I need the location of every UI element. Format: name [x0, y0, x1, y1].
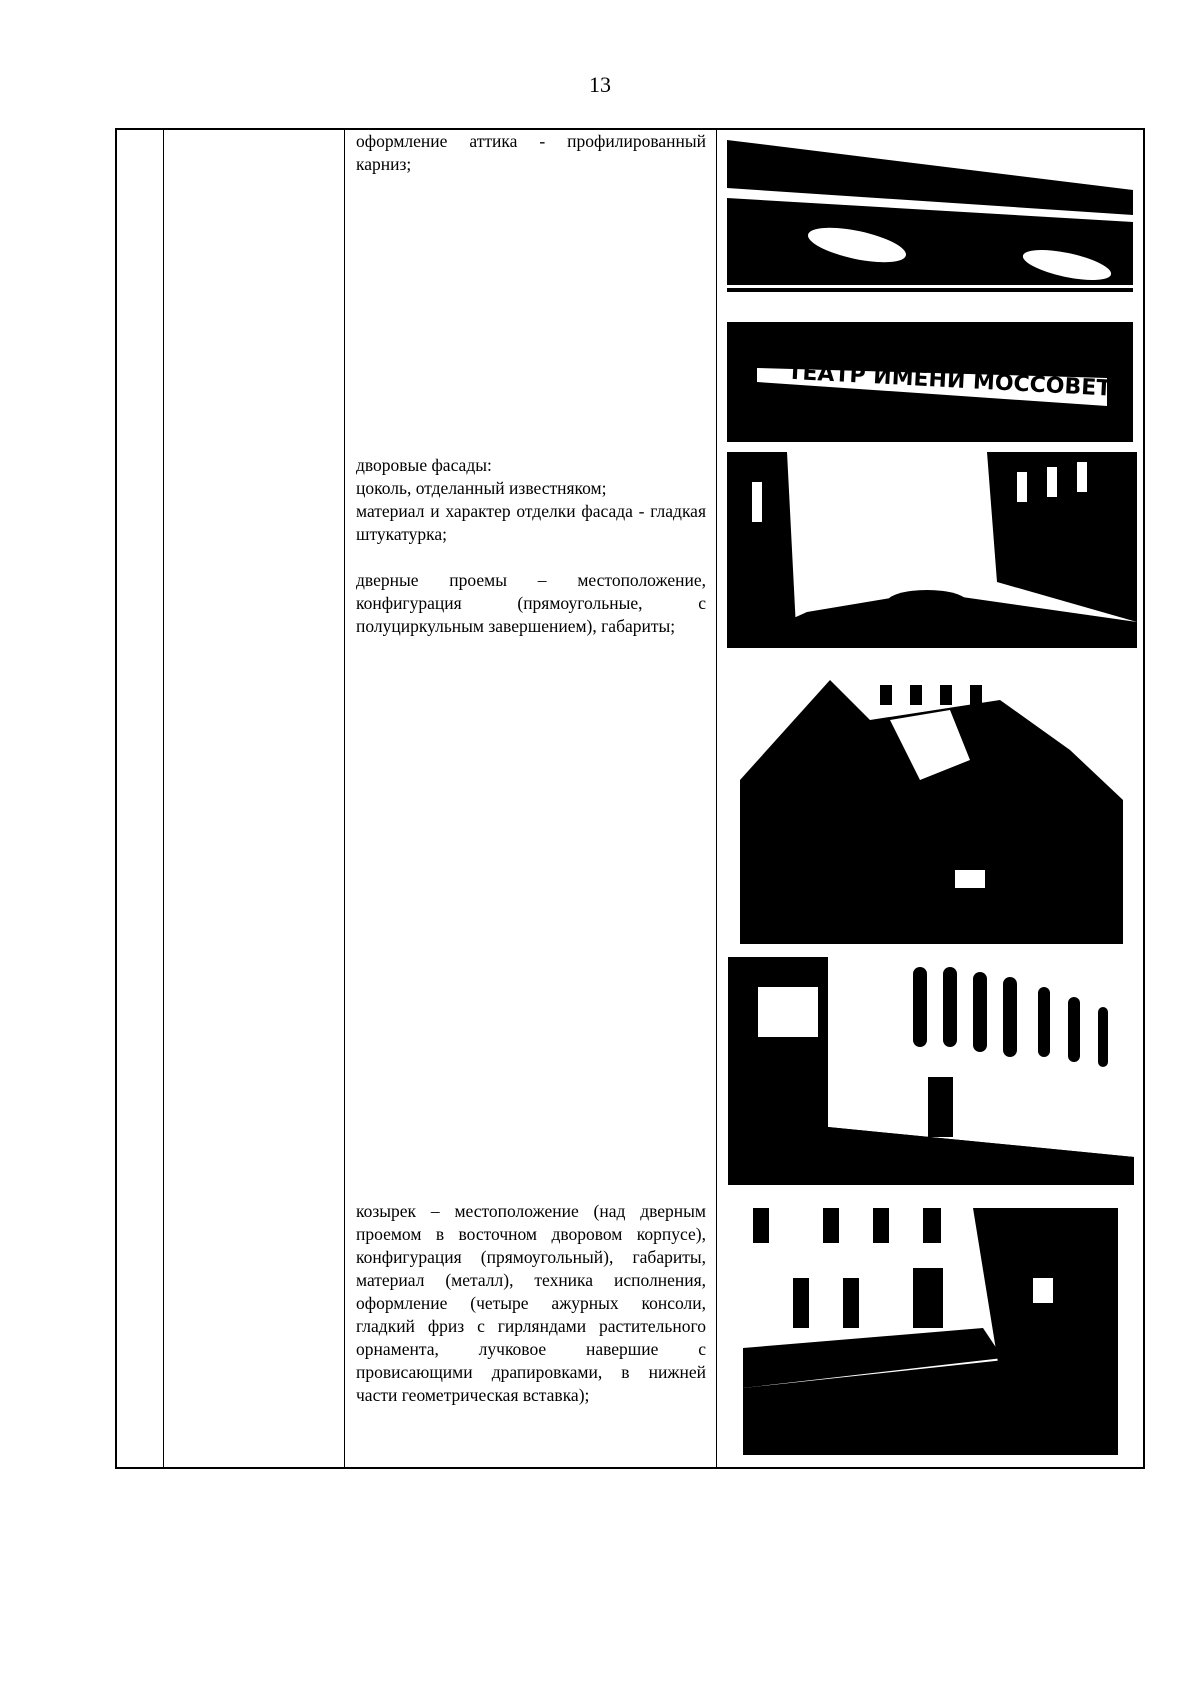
theater-sign-text: ТЕАТР ИМЕНИ МОССОВЕТА: [786, 359, 1129, 403]
courtyard-finish: материал и характер отделки фасада - гладкая штукатурка;: [356, 501, 706, 544]
column-divider-1: [163, 128, 164, 1469]
canopy-description: козырек – местоположение (над дверным проемом в восточном дворовом корпусе), конфигурация (прямоугольный), габариты, материал (металл), техника исполнения, оформление (четыре ажурных консоли, гладкий фриз с гирляндами растительного орнамента, лучковое навершие с провисающими драпировками, в нижней части геометрическая вставка);: [356, 1201, 706, 1405]
column-divider-2: [344, 128, 345, 1469]
photo-attic-cornice: [727, 140, 1133, 292]
courtyard-plinth: цоколь, отделанный известняком;: [356, 478, 607, 498]
column-divider-3: [716, 128, 717, 1469]
photo-courtyard-street: [727, 452, 1137, 648]
page-number: 13: [589, 72, 611, 97]
courtyard-doors: дверные проемы – местоположение, конфигурация (прямоугольные, с полуциркульным завершением), габариты;: [356, 570, 706, 636]
text-attic: [356, 130, 706, 176]
text-courtyard: [356, 454, 706, 638]
photo-courtyard-tree: [740, 660, 1123, 944]
text-canopy: [356, 1200, 706, 1407]
photo-arched-windows: [728, 957, 1134, 1185]
attic-description: оформление аттика - профилированный карниз;: [356, 131, 706, 174]
photo-canopy: [743, 1198, 1118, 1455]
courtyard-heading: дворовые фасады:: [356, 455, 492, 475]
photo-theater-sign: [727, 316, 1133, 442]
